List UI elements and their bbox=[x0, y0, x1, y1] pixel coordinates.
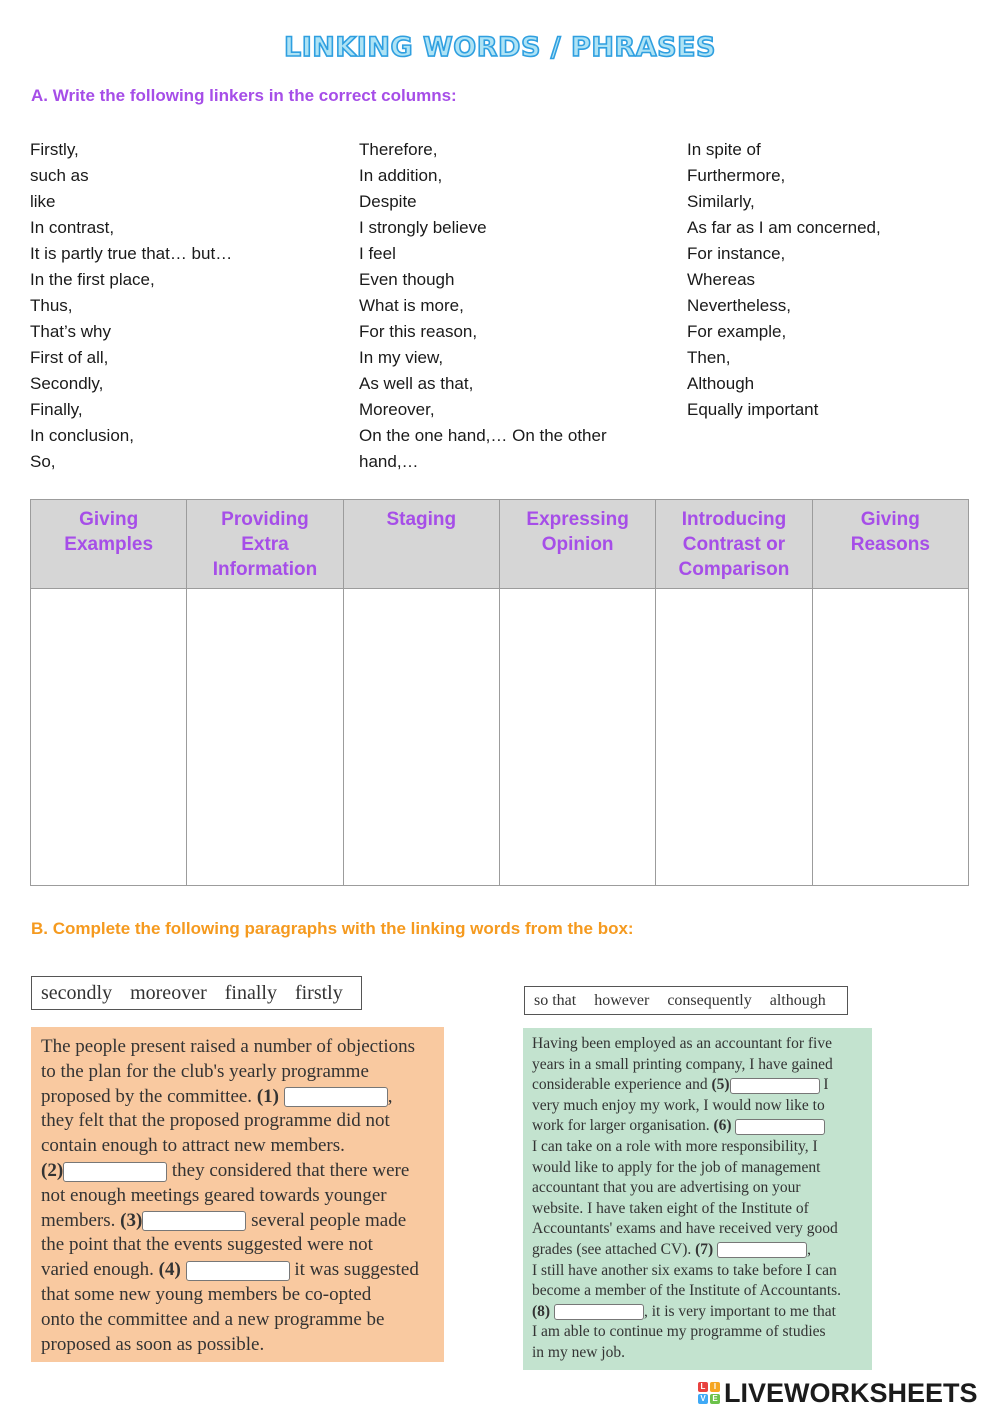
word-box-1 bbox=[31, 976, 362, 1010]
gap-number: (1) bbox=[256, 1085, 279, 1107]
linker-word: That’s why bbox=[30, 322, 111, 341]
linker-word: Furthermore, bbox=[687, 166, 786, 185]
box-word: secondly bbox=[41, 982, 113, 1004]
answer-input-1[interactable] bbox=[284, 1087, 388, 1107]
linker-word: So, bbox=[30, 452, 56, 471]
drop-zone-staging[interactable] bbox=[343, 589, 499, 886]
box-word: finally bbox=[224, 982, 277, 1004]
linker-word: In conclusion, bbox=[30, 426, 134, 445]
logo-text: LIVEWORKSHEETS bbox=[724, 1378, 978, 1408]
linker-word: Despite bbox=[359, 192, 417, 211]
linker-word: In my view, bbox=[359, 348, 444, 367]
linker-word: Nevertheless, bbox=[687, 296, 791, 315]
linker-word: As far as I am concerned, bbox=[687, 218, 881, 237]
linker-column-1 bbox=[30, 137, 232, 475]
liveworksheets-logo bbox=[698, 1380, 978, 1406]
linker-word: In the first place, bbox=[30, 270, 155, 289]
linker-word: such as bbox=[30, 166, 89, 185]
linker-word: Equally important bbox=[687, 400, 819, 419]
linker-word: First of all, bbox=[30, 348, 109, 367]
section-a-instruction: A. Write the following linkers in the correct columns: bbox=[31, 86, 457, 105]
linker-word: Although bbox=[687, 374, 755, 393]
answer-input-7[interactable] bbox=[717, 1242, 807, 1258]
category-drop-row bbox=[31, 589, 969, 886]
gap-number: (6) bbox=[713, 1117, 732, 1135]
box-word: consequently bbox=[667, 992, 752, 1009]
linker-word: In spite of bbox=[687, 140, 761, 159]
section-b-instruction: B. Complete the following paragraphs with the linking words from the box: bbox=[31, 919, 634, 938]
linker-word: On the one hand,… On the other bbox=[359, 426, 607, 445]
box-word: firstly bbox=[294, 982, 343, 1004]
gap-number: (2) bbox=[41, 1159, 64, 1181]
paragraph-2: Having been employed as an accountant for five years in a small printing company, I have gained considerable experience and (5) I very much enjoy my work, I would now like to work for larger organisation. (6) I can take on a role with more responsibility, I would like to apply for the job of management accountant that you are advertising on your website. I have taken eight of the Institute of Accountants' exams and have received very good grades (see attached CV). (7) , I still have another six exams to take before I can become a member of the Institute of Accountants. (8) , it is very important to me that I am able to continue my programme of studies in my new job. bbox=[523, 1028, 872, 1370]
linker-word: It is partly true that… but… bbox=[30, 244, 233, 263]
gap-number: (3) bbox=[120, 1209, 143, 1231]
box-word: although bbox=[769, 992, 826, 1009]
linker-word: Moreover, bbox=[359, 400, 435, 419]
header-providing-extra-information: Providing Extra Information bbox=[187, 500, 343, 589]
linker-word: Firstly, bbox=[30, 140, 79, 159]
linker-word: Therefore, bbox=[359, 140, 438, 159]
answer-input-5[interactable] bbox=[730, 1078, 820, 1094]
linker-word: Secondly, bbox=[30, 374, 104, 393]
linker-word: Finally, bbox=[30, 400, 83, 419]
paragraph-1: The people present raised a number of objections to the plan for the club's yearly programme proposed by the committee. (1) , they felt that the proposed programme did not contain enough to attract new members. (2) they considered that there were not enough meetings geared towards younger members. (3) several people made the point that the events suggested were not varied enough. (4) it was suggested that some new young members be co-opted onto the committee and a new programme be proposed as soon as possible. bbox=[31, 1027, 444, 1362]
drop-zone-expressing-opinion[interactable] bbox=[499, 589, 655, 886]
linker-column-2 bbox=[359, 137, 607, 475]
linker-word: Similarly, bbox=[687, 192, 755, 211]
gap-number: (7) bbox=[695, 1240, 714, 1258]
linker-word: Whereas bbox=[687, 270, 756, 289]
drop-zone-introducing-contrast[interactable] bbox=[656, 589, 812, 886]
answer-input-3[interactable] bbox=[142, 1211, 246, 1231]
box-word: moreover bbox=[130, 982, 207, 1004]
box-word: however bbox=[594, 992, 650, 1009]
linker-word: For instance, bbox=[687, 244, 786, 263]
gap-number: (8) bbox=[532, 1302, 551, 1320]
category-header-row bbox=[31, 500, 969, 589]
header-introducing-contrast: Introducing Contrast or Comparison bbox=[656, 500, 812, 589]
header-staging: Staging bbox=[343, 500, 499, 589]
linker-word: Then, bbox=[687, 348, 731, 367]
linker-word: In addition, bbox=[359, 166, 443, 185]
linker-word: Even though bbox=[359, 270, 455, 289]
category-table bbox=[30, 499, 969, 886]
answer-input-2[interactable] bbox=[63, 1162, 167, 1182]
header-giving-examples: Giving Examples bbox=[31, 500, 187, 589]
header-giving-reasons: Giving Reasons bbox=[812, 500, 968, 589]
drop-zone-giving-examples[interactable] bbox=[31, 589, 187, 886]
gap-number: (4) bbox=[158, 1259, 181, 1281]
linker-word: I feel bbox=[359, 244, 396, 263]
drop-zone-providing-extra-information[interactable] bbox=[187, 589, 343, 886]
linker-word: As well as that, bbox=[359, 374, 474, 393]
header-expressing-opinion: Expressing Opinion bbox=[499, 500, 655, 589]
answer-input-4[interactable] bbox=[186, 1261, 290, 1281]
gap-number: (5) bbox=[711, 1076, 730, 1094]
linker-word: like bbox=[30, 192, 56, 211]
logo-mark-icon: L I V E bbox=[698, 1382, 720, 1404]
linker-word: hand,… bbox=[359, 452, 419, 471]
worksheet-title: LINKING WORDS / PHRASES bbox=[284, 32, 716, 63]
linker-word: For this reason, bbox=[359, 322, 478, 341]
box-word: so that bbox=[534, 992, 577, 1009]
linker-word: I strongly believe bbox=[359, 218, 487, 237]
answer-input-8[interactable] bbox=[554, 1304, 644, 1320]
drop-zone-giving-reasons[interactable] bbox=[812, 589, 968, 886]
word-box-2 bbox=[524, 986, 848, 1015]
linker-word: What is more, bbox=[359, 296, 464, 315]
linker-column-3 bbox=[687, 137, 881, 423]
linker-word: In contrast, bbox=[30, 218, 115, 237]
linker-word: For example, bbox=[687, 322, 787, 341]
answer-input-6[interactable] bbox=[735, 1119, 825, 1135]
linker-word: Thus, bbox=[30, 296, 73, 315]
